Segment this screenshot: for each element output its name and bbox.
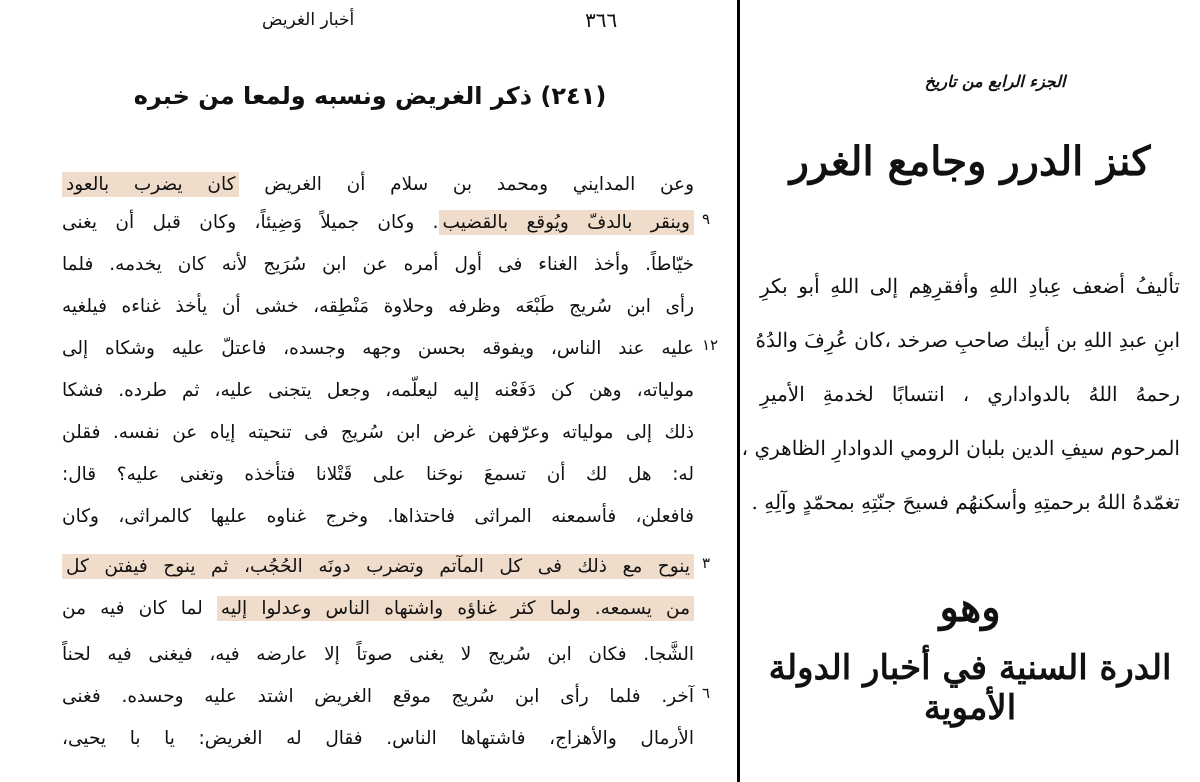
book-subtitle: الدرة السنية في أخبار الدولة الأموية [768,648,1172,728]
text-line: آخر. فلما رأى ابن سُريج موقع الغريض اشتد عليه وحسده. فغنى [62,686,694,707]
text-line: من يسمعه. ولما كثر غناؤه واشتهاه الناس وعدلوا إليه لما كان فيه من [62,594,694,624]
line-number: ٦ [702,684,711,702]
author-line: ابنِ عبدِ اللهِ بن أيبك صاحبِ صرخد ،كان عُرِفَ والدُهُ [755,328,1180,352]
chapter-title: (٢٤١) ذكر الغريض ونسبه ولمعا من خبره [133,82,607,110]
text-line: وينقر بالدفّ ويُوقع بالقضيب. وكان جميلاً وَضِيئاً، وكان قبل أن يغنى [62,208,694,238]
author-line: المرحوم سيفِ الدين بلبان الرومي الدوادارِ الظاهري ، [741,436,1180,460]
running-title: أخبار الغريض [262,10,355,30]
line-number: ١٢ [702,336,719,354]
text-line: مولياته، وهن كن دَفَعْنه إليه ليعلّمه، وجعل يتجنى عليه، ثم طرده. فشكا [62,380,694,401]
author-line: تأليفُ أضعف عِبادِ اللهِ وأفقرِهِم إلى اللهِ أبو بكرِ [760,274,1180,298]
text-line: ذلك إلى مولياته وعرّفهن غرض ابن سُريج فى تنحيته إياه عن نفسه. فقلن [62,422,694,443]
page-number: ٣٦٦ [585,8,618,32]
book-title-large: كنز الدرر وجامع الغرر [789,138,1151,185]
text-line: وعن المدايني ومحمد بن سلام أن الغريض كان يضرب بالعود [62,170,694,200]
highlight: وينقر بالدفّ ويُوقع بالقضيب [439,210,694,235]
text-line [62,552,694,582]
book-title-small: الجزء الرابع من تاريخ [924,72,1066,91]
highlight: ينوح مع ذلك فى كل المآتم وتضرب دونَه الحُجُب، ثم ينوح فيفتن كل [62,554,694,579]
line-number: ٣ [702,554,711,572]
text-line: له: هل لك أن تسمعَ نوحَنا على قَتْلانا فتأخذه وتغنى عليه؟ قال: [62,464,694,485]
text-line: رأى ابن سُريج طَبْعَه وظرفه وحلاوة مَنْطِقه، خشى أن يأخذ غناءه فيلغيه [62,296,694,317]
highlight: من يسمعه. ولما كثر غناؤه واشتهاه الناس وعدلوا إليه [217,596,694,621]
text-line: خيّاطاً. وأخذ الغناء فى أول أمره عن ابن سُرَيج لأنه كان يخدمه. فلما [62,254,694,275]
text-line: الشَّجا. فكان ابن سُريج لا يغنى صوتاً إلا عارضه فيه، فيغنى فيه لحناً [62,644,694,665]
text-line: الأرمال والأهزاج، فاشتهاها الناس. فقال له الغريض: يا با يحيى، [62,728,694,749]
right-page [740,0,1200,782]
highlight: كان يضرب بالعود [62,172,239,197]
wahuwa-heading: وهو [939,584,1001,631]
line-number: ٩ [702,210,711,228]
text-line: فافعلن، فأسمعنه المراثى فاحتذاها. وخرج غناوه عليها كالمراثى، وكان [62,506,694,527]
text-line: عليه عند الناس، ويفوقه بحسن وجهه وجسده، فاعتلّ عليه وشكاه إلى [62,338,694,359]
author-line: رحمهُ اللهُ بالدواداري ، انتسابًا لخدمةِ الأميرِ [760,382,1180,406]
author-line: تغمّدهُ اللهُ برحمتِهِ وأسكنهُم فسيحَ جنّتِهِ بمحمّدٍ وآلِهِ . [751,490,1180,514]
